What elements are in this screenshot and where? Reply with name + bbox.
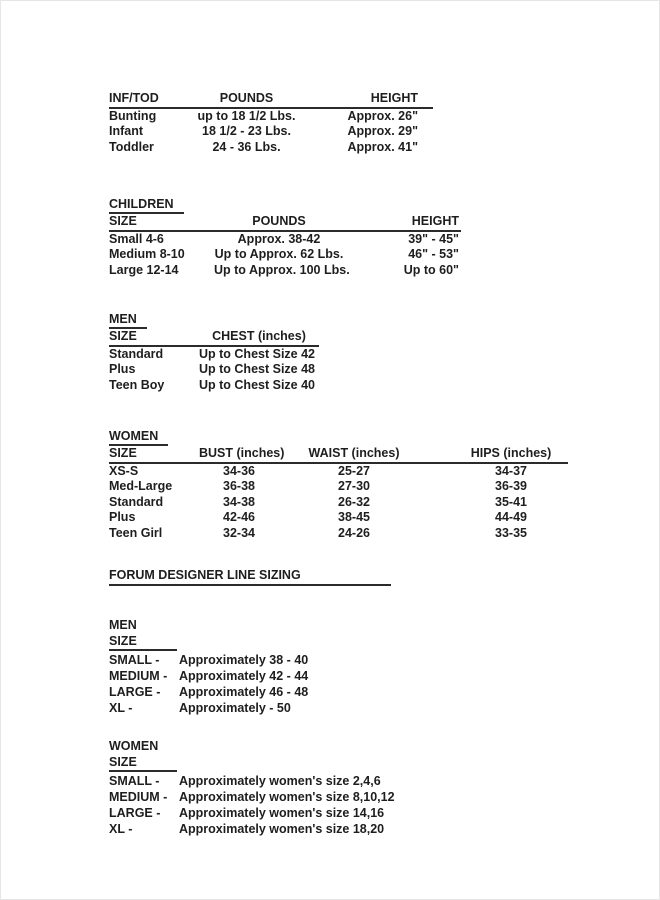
- cell: Standard: [109, 494, 164, 509]
- cell: Bunting: [109, 108, 157, 123]
- cell: Med-Large: [109, 479, 173, 493]
- cell: 25-27: [338, 463, 370, 478]
- cell: 46" - 53": [408, 247, 459, 261]
- table-row: [109, 346, 319, 363]
- column-header: SIZE: [109, 446, 199, 463]
- cell: 24-26: [338, 525, 370, 540]
- cell: Medium 8-10: [109, 247, 185, 261]
- column-header: WAIST (inches): [279, 446, 429, 463]
- cell: Infant: [109, 124, 144, 138]
- cell: Plus: [109, 362, 136, 376]
- size-value: Approximately women's size 2,4,6: [179, 774, 381, 788]
- cell: 42-46: [223, 510, 255, 524]
- table-header-row: [109, 329, 319, 346]
- section-title: WOMEN: [109, 429, 168, 446]
- table-header-row: [109, 91, 433, 108]
- table-header-row: [109, 446, 568, 463]
- cell: Approx. 38-42: [237, 231, 321, 246]
- size-label: XL -: [109, 822, 133, 836]
- size-value: Approximately women's size 18,20: [179, 822, 385, 836]
- cell: 18 1/2 - 23 Lbs.: [202, 124, 291, 138]
- column-header: HEIGHT: [344, 214, 461, 231]
- cell: up to 18 1/2 Lbs.: [197, 108, 296, 123]
- cell: 34-38: [223, 494, 255, 509]
- men-size-table: [109, 310, 319, 393]
- cell: 35-41: [495, 494, 527, 509]
- inf-tod-size-table: [109, 91, 433, 155]
- column-header: BUST (inches): [199, 446, 279, 463]
- list-item: [109, 773, 395, 789]
- cell: Up to Chest Size 42: [199, 346, 315, 361]
- cell: Approx. 26": [347, 108, 418, 123]
- cell: Toddler: [109, 139, 154, 154]
- list-item: [109, 789, 395, 805]
- list-item: [109, 684, 308, 700]
- list-item: [109, 700, 308, 716]
- table-row: [109, 378, 319, 394]
- table-row: [109, 108, 433, 125]
- table-row: [109, 526, 568, 542]
- list-item: [109, 805, 395, 821]
- cell: 33-35: [495, 525, 527, 540]
- list-item: [109, 668, 308, 684]
- cell: Teen Boy: [109, 377, 165, 392]
- cell: Plus: [109, 510, 136, 524]
- size-column-label: SIZE: [109, 755, 177, 773]
- column-header: SIZE: [109, 329, 199, 346]
- column-header: INF/TOD: [109, 91, 189, 108]
- table-header-row: [109, 214, 461, 231]
- column-header: HIPS (inches): [429, 446, 568, 463]
- women-size-table: [109, 427, 568, 541]
- size-column-label: SIZE: [109, 634, 177, 652]
- section-title: WOMEN: [109, 739, 159, 753]
- table-row: [109, 479, 568, 495]
- size-label: MEDIUM -: [109, 669, 168, 683]
- table-row: [109, 263, 461, 279]
- cell: 32-34: [223, 525, 255, 540]
- size-label: SMALL -: [109, 653, 160, 667]
- table-row: [109, 362, 319, 378]
- size-value: Approximately 46 - 48: [179, 685, 309, 699]
- cell: Approx. 29": [347, 124, 418, 138]
- table-row: [109, 495, 568, 511]
- cell: 38-45: [338, 510, 370, 524]
- cell: 34-37: [495, 463, 527, 478]
- column-header: SIZE: [109, 214, 214, 231]
- cell: 44-49: [495, 510, 527, 524]
- size-value: Approximately women's size 14,16: [179, 806, 385, 820]
- cell: Up to 60": [403, 262, 459, 277]
- column-header: POUNDS: [214, 214, 344, 231]
- cell: 36-39: [495, 479, 527, 493]
- cell: Up to Approx. 62 Lbs.: [214, 247, 344, 261]
- forum-designer-line-heading: FORUM DESIGNER LINE SIZING: [109, 568, 391, 586]
- forum-women-sizing-list: [109, 739, 395, 837]
- cell: Up to Approx. 100 Lbs.: [214, 262, 350, 277]
- size-label: LARGE -: [109, 806, 161, 820]
- cell: 27-30: [338, 479, 370, 493]
- column-header: CHEST (inches): [199, 329, 319, 346]
- cell: Small 4-6: [109, 231, 164, 246]
- size-label: MEDIUM -: [109, 790, 168, 804]
- size-value: Approximately 38 - 40: [179, 653, 309, 667]
- cell: Teen Girl: [109, 525, 163, 540]
- column-header: POUNDS: [189, 91, 304, 108]
- cell: Approx. 41": [347, 139, 418, 154]
- table-row: [109, 140, 433, 156]
- size-label: LARGE -: [109, 685, 161, 699]
- size-label: XL -: [109, 701, 133, 715]
- cell: 34-36: [223, 463, 255, 478]
- table-row: [109, 247, 461, 263]
- table-row: [109, 124, 433, 140]
- table-row: [109, 510, 568, 526]
- cell: Up to Chest Size 40: [199, 377, 315, 392]
- size-value: Approximately women's size 8,10,12: [179, 790, 395, 804]
- cell: 24 - 36 Lbs.: [212, 139, 281, 154]
- children-size-table: [109, 195, 461, 278]
- cell: 36-38: [223, 479, 255, 493]
- section-title: CHILDREN: [109, 197, 184, 214]
- column-header: HEIGHT: [304, 91, 433, 108]
- size-value: Approximately - 50: [179, 701, 291, 715]
- cell: 39" - 45": [408, 231, 459, 246]
- section-title: MEN: [109, 312, 147, 329]
- list-item: [109, 821, 395, 837]
- section-title: MEN: [109, 618, 137, 632]
- table-row: [109, 463, 568, 480]
- size-label: SMALL -: [109, 774, 160, 788]
- table-row: [109, 231, 461, 248]
- size-value: Approximately 42 - 44: [179, 669, 309, 683]
- cell: Large 12-14: [109, 262, 179, 277]
- list-item: [109, 652, 308, 668]
- forum-men-sizing-list: [109, 618, 308, 716]
- cell: 26-32: [338, 494, 370, 509]
- cell: XS-S: [109, 463, 139, 478]
- cell: Up to Chest Size 48: [199, 362, 315, 376]
- cell: Standard: [109, 346, 164, 361]
